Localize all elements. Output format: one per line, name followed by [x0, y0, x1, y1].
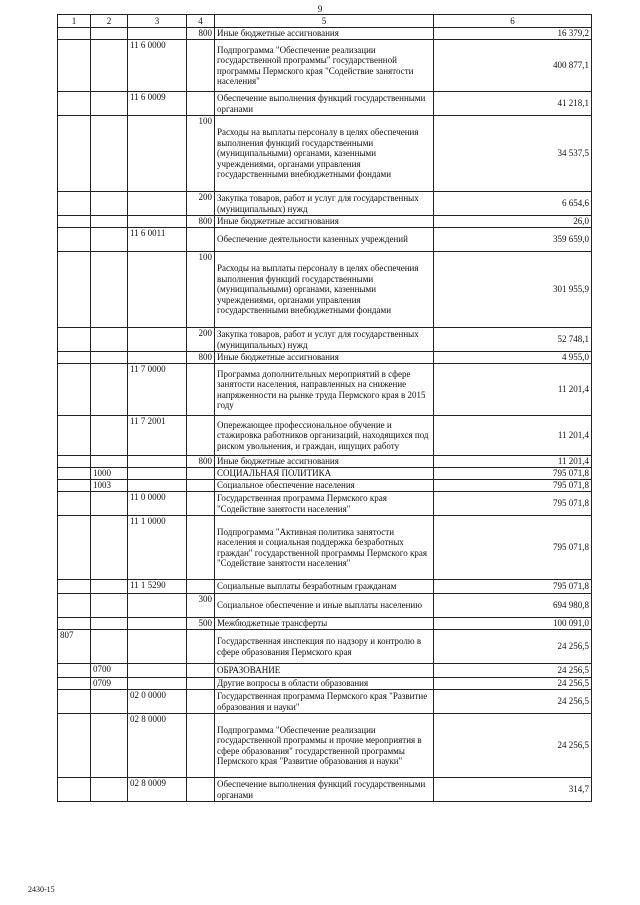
target-article-cell [128, 594, 187, 618]
ministry-code-cell [58, 468, 91, 480]
ministry-code-cell [58, 618, 91, 630]
header-row [58, 15, 592, 28]
target-article-cell: 02 8 0009 [128, 778, 187, 802]
amount-cell: 795 071,8 [434, 580, 592, 594]
target-article-cell [128, 116, 187, 192]
col-header-5: 5 [215, 15, 434, 28]
expense-type-cell: 500 [187, 618, 215, 630]
amount-cell: 795 071,8 [434, 480, 592, 492]
expense-type-cell [187, 416, 215, 456]
table-row [58, 40, 592, 92]
amount-cell: 11 201,4 [434, 456, 592, 468]
table-row [58, 456, 592, 468]
table-row [58, 28, 592, 40]
item-name-cell: Обеспечение деятельности казенных учреждений [215, 228, 434, 252]
item-name-cell: Расходы на выплаты персоналу в целях обеспечения выполнения функций государственными (муниципальными) органами, казенными учреждениями, органами управления государственными внебюджетными фондами [215, 116, 434, 192]
amount-cell: 359 659,0 [434, 228, 592, 252]
item-name-cell: Государственная инспекция по надзору и контролю в сфере образования Пермского края [215, 630, 434, 664]
amount-cell: 301 955,9 [434, 252, 592, 328]
item-name-cell: Межбюджетные трансферты [215, 618, 434, 630]
item-name-cell: Обеспечение выполнения функций государственными органами [215, 778, 434, 802]
item-name-cell: Иные бюджетные ассигнования [215, 216, 434, 228]
ministry-code-cell [58, 516, 91, 580]
expense-type-cell [187, 630, 215, 664]
table-row [58, 664, 592, 678]
section-code-cell [91, 580, 128, 594]
target-article-cell [128, 328, 187, 352]
item-name-cell: Расходы на выплаты персоналу в целях обеспечения выполнения функций государственными (муниципальными) органами, казенными учреждениями, органами управления государственными внебюджетными фондами [215, 252, 434, 328]
amount-cell: 6 654,6 [434, 192, 592, 216]
amount-cell: 41 218,1 [434, 92, 592, 116]
section-code-cell [91, 492, 128, 516]
section-code-cell [91, 252, 128, 328]
col-header-1: 1 [58, 15, 91, 28]
ministry-code-cell [58, 480, 91, 492]
expense-type-cell: 100 [187, 252, 215, 328]
expense-type-cell [187, 580, 215, 594]
ministry-code-cell [58, 456, 91, 468]
item-name-cell: Программа дополнительных мероприятий в сфере занятости населения, направленных на снижение напряженности на рынке труда Пермского края в 2015 году [215, 364, 434, 416]
section-code-cell [91, 352, 128, 364]
ministry-code-cell [58, 192, 91, 216]
amount-cell: 795 071,8 [434, 516, 592, 580]
expense-type-cell [187, 678, 215, 690]
target-article-cell: 11 7 2001 [128, 416, 187, 456]
section-code-cell [91, 28, 128, 40]
table-body [58, 28, 592, 802]
ministry-code-cell: 807 [58, 630, 91, 664]
target-article-cell [128, 352, 187, 364]
ministry-code-cell [58, 92, 91, 116]
item-name-cell: ОБРАЗОВАНИЕ [215, 664, 434, 678]
target-article-cell: 11 6 0000 [128, 40, 187, 92]
target-article-cell: 02 0 0000 [128, 690, 187, 714]
amount-cell: 16 379,2 [434, 28, 592, 40]
section-code-cell: 0709 [91, 678, 128, 690]
table-row [58, 252, 592, 328]
section-code-cell [91, 778, 128, 802]
section-code-cell [91, 630, 128, 664]
ministry-code-cell [58, 416, 91, 456]
budget-table [57, 14, 592, 802]
item-name-cell: Иные бюджетные ассигнования [215, 456, 434, 468]
section-code-cell: 1003 [91, 480, 128, 492]
item-name-cell: Социальное обеспечение и иные выплаты населению [215, 594, 434, 618]
item-name-cell: Социальные выплаты безработным гражданам [215, 580, 434, 594]
ministry-code-cell [58, 40, 91, 92]
target-article-cell [128, 192, 187, 216]
section-code-cell [91, 116, 128, 192]
amount-cell: 52 748,1 [434, 328, 592, 352]
table-row [58, 630, 592, 664]
expense-type-cell: 200 [187, 328, 215, 352]
expense-type-cell [187, 480, 215, 492]
expense-type-cell [187, 492, 215, 516]
expense-type-cell: 800 [187, 352, 215, 364]
expense-type-cell: 100 [187, 116, 215, 192]
table-row [58, 92, 592, 116]
amount-cell: 24 256,5 [434, 690, 592, 714]
expense-type-cell [187, 40, 215, 92]
table-row [58, 690, 592, 714]
table-row [58, 678, 592, 690]
item-name-cell: СОЦИАЛЬНАЯ ПОЛИТИКА [215, 468, 434, 480]
amount-cell: 795 071,8 [434, 492, 592, 516]
item-name-cell: Иные бюджетные ассигнования [215, 352, 434, 364]
target-article-cell [128, 456, 187, 468]
amount-cell: 34 537,5 [434, 116, 592, 192]
amount-cell: 314,7 [434, 778, 592, 802]
table-row [58, 216, 592, 228]
expense-type-cell [187, 468, 215, 480]
target-article-cell: 02 8 0000 [128, 714, 187, 778]
table-row [58, 364, 592, 416]
ministry-code-cell [58, 664, 91, 678]
section-code-cell [91, 192, 128, 216]
target-article-cell [128, 630, 187, 664]
section-code-cell [91, 364, 128, 416]
section-code-cell: 1000 [91, 468, 128, 480]
item-name-cell: Обеспечение выполнения функций государственными органами [215, 92, 434, 116]
table-row [58, 192, 592, 216]
section-code-cell [91, 40, 128, 92]
item-name-cell: Подпрограмма "Активная политика занятости населения и социальная поддержка безработных граждан" государственной программы Пермского края "Содействие занятости населения" [215, 516, 434, 580]
target-article-cell [128, 252, 187, 328]
col-header-2: 2 [91, 15, 128, 28]
page-number: 9 [317, 4, 323, 14]
section-code-cell [91, 594, 128, 618]
ministry-code-cell [58, 252, 91, 328]
expense-type-cell: 800 [187, 28, 215, 40]
col-header-3: 3 [128, 15, 187, 28]
target-article-cell: 11 1 5290 [128, 580, 187, 594]
amount-cell: 26,0 [434, 216, 592, 228]
amount-cell: 24 256,5 [434, 664, 592, 678]
table-row [58, 594, 592, 618]
section-code-cell [91, 516, 128, 580]
item-name-cell: Закупка товаров, работ и услуг для государственных (муниципальных) нужд [215, 328, 434, 352]
ministry-code-cell [58, 594, 91, 618]
ministry-code-cell [58, 116, 91, 192]
target-article-cell [128, 216, 187, 228]
target-article-cell: 11 6 0009 [128, 92, 187, 116]
section-code-cell: 0700 [91, 664, 128, 678]
section-code-cell [91, 618, 128, 630]
table-row [58, 778, 592, 802]
amount-cell: 11 201,4 [434, 416, 592, 456]
ministry-code-cell [58, 778, 91, 802]
item-name-cell: Другие вопросы в области образования [215, 678, 434, 690]
table-row [58, 714, 592, 778]
ministry-code-cell [58, 690, 91, 714]
ministry-code-cell [58, 328, 91, 352]
target-article-cell [128, 618, 187, 630]
ministry-code-cell [58, 492, 91, 516]
section-code-cell [91, 228, 128, 252]
table-row [58, 328, 592, 352]
section-code-cell [91, 92, 128, 116]
amount-cell: 100 091,0 [434, 618, 592, 630]
item-name-cell: Государственная программа Пермского края "Развитие образования и науки" [215, 690, 434, 714]
target-article-cell: 11 1 0000 [128, 516, 187, 580]
item-name-cell: Подпрограмма "Обеспечение реализации государственной программы" государственной программы Пермского края "Содействие занятости населения" [215, 40, 434, 92]
target-article-cell [128, 28, 187, 40]
item-name-cell: Закупка товаров, работ и услуг для государственных (муниципальных) нужд [215, 192, 434, 216]
amount-cell: 400 877,1 [434, 40, 592, 92]
target-article-cell [128, 664, 187, 678]
expense-type-cell [187, 516, 215, 580]
table-row [58, 618, 592, 630]
col-header-6: 6 [434, 15, 592, 28]
ministry-code-cell [58, 678, 91, 690]
amount-cell: 4 955,0 [434, 352, 592, 364]
table-row [58, 468, 592, 480]
table-row [58, 580, 592, 594]
target-article-cell: 11 6 0011 [128, 228, 187, 252]
expense-type-cell [187, 92, 215, 116]
amount-cell: 24 256,5 [434, 714, 592, 778]
item-name-cell: Иные бюджетные ассигнования [215, 28, 434, 40]
expense-type-cell: 800 [187, 456, 215, 468]
amount-cell: 694 980,8 [434, 594, 592, 618]
target-article-cell [128, 678, 187, 690]
ministry-code-cell [58, 352, 91, 364]
target-article-cell: 11 0 0000 [128, 492, 187, 516]
expense-type-cell [187, 364, 215, 416]
expense-type-cell [187, 664, 215, 678]
amount-cell: 795 071,8 [434, 468, 592, 480]
target-article-cell [128, 468, 187, 480]
item-name-cell: Государственная программа Пермского края "Содействие занятости населения" [215, 492, 434, 516]
section-code-cell [91, 456, 128, 468]
col-header-4: 4 [187, 15, 215, 28]
ministry-code-cell [58, 28, 91, 40]
table-row [58, 416, 592, 456]
ministry-code-cell [58, 714, 91, 778]
target-article-cell [128, 480, 187, 492]
ministry-code-cell [58, 228, 91, 252]
ministry-code-cell [58, 364, 91, 416]
ministry-code-cell [58, 216, 91, 228]
table-row [58, 228, 592, 252]
section-code-cell [91, 216, 128, 228]
table-row [58, 352, 592, 364]
expense-type-cell: 800 [187, 216, 215, 228]
ministry-code-cell [58, 580, 91, 594]
expense-type-cell [187, 714, 215, 778]
section-code-cell [91, 416, 128, 456]
expense-type-cell: 200 [187, 192, 215, 216]
section-code-cell [91, 714, 128, 778]
footer-code: 2430-15 [28, 885, 55, 894]
table-row [58, 480, 592, 492]
table-row [58, 516, 592, 580]
section-code-cell [91, 690, 128, 714]
section-code-cell [91, 328, 128, 352]
amount-cell: 24 256,5 [434, 630, 592, 664]
item-name-cell: Опережающее профессиональное обучение и стажировка работников организаций, находящихся под риском увольнения, и граждан, ищущих работу [215, 416, 434, 456]
amount-cell: 11 201,4 [434, 364, 592, 416]
item-name-cell: Подпрограмма "Обеспечение реализации государственной программы и прочие мероприятия в сфере образования" государственной программы Пермского края "Развитие образования и науки" [215, 714, 434, 778]
table-row [58, 492, 592, 516]
expense-type-cell [187, 228, 215, 252]
budget-table-container [57, 14, 591, 802]
expense-type-cell: 300 [187, 594, 215, 618]
expense-type-cell [187, 778, 215, 802]
expense-type-cell [187, 690, 215, 714]
amount-cell: 24 256,5 [434, 678, 592, 690]
item-name-cell: Социальное обеспечение населения [215, 480, 434, 492]
target-article-cell: 11 7 0000 [128, 364, 187, 416]
table-row [58, 116, 592, 192]
